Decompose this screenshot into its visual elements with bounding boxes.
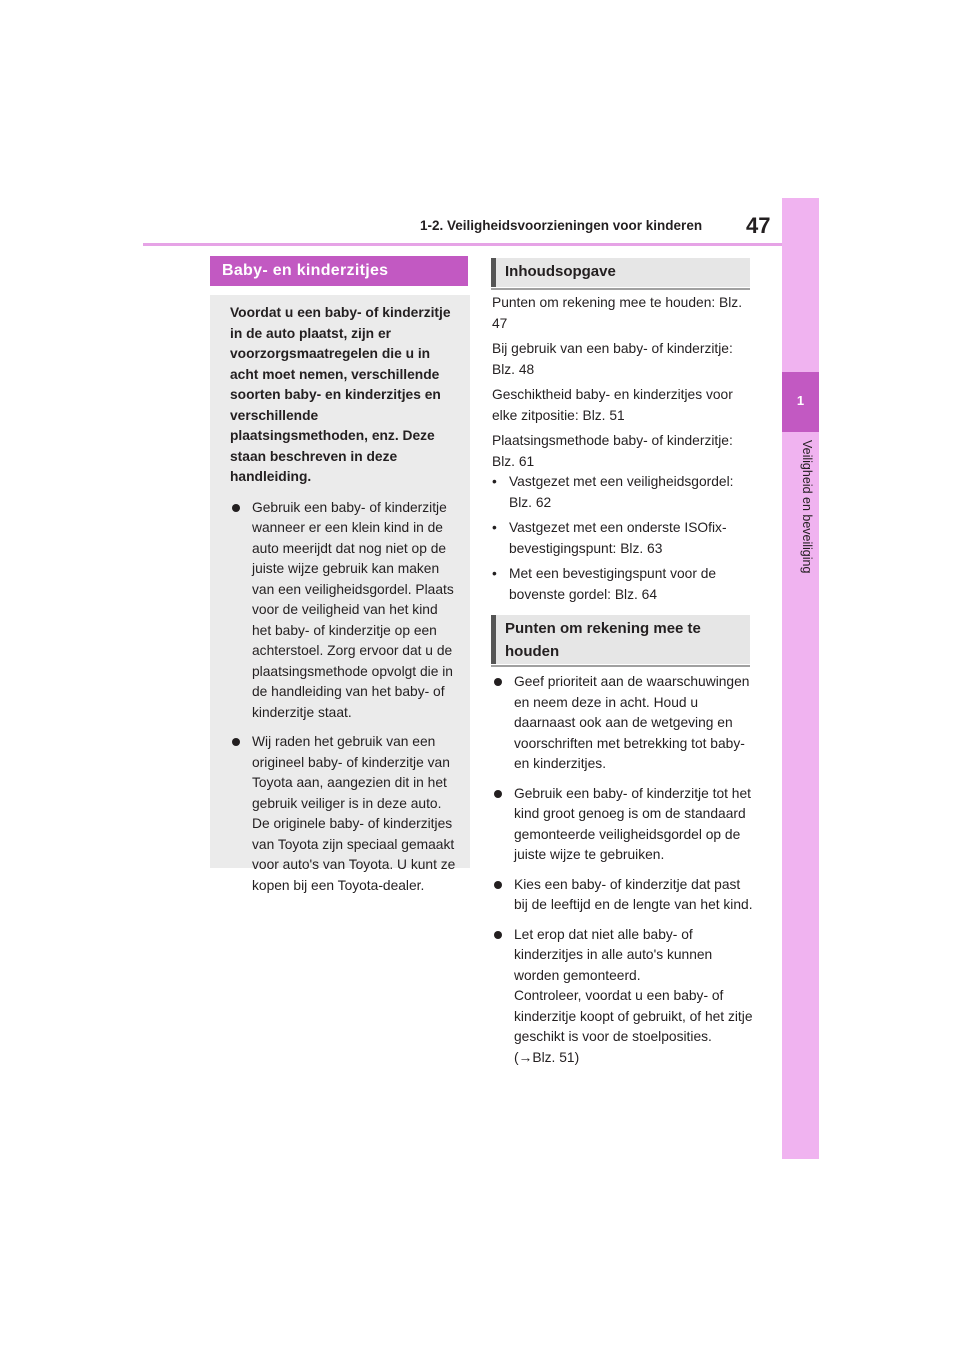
bullet-icon <box>232 738 240 746</box>
points-heading <box>491 615 750 664</box>
section-title: 1-2. Veiligheidsvoorzieningen voor kinderen <box>420 218 703 233</box>
sub-bullet-icon: • <box>492 474 497 489</box>
toc-list <box>492 293 754 610</box>
toc-entry: Plaatsingsmethode baby- of kinderzitje: Blz. 61 <box>492 433 733 469</box>
bullet-icon <box>494 678 502 686</box>
list-item <box>492 925 754 1069</box>
bullet-icon <box>232 504 240 512</box>
toc-entry: Punten om rekening mee te houden: Blz. 47 <box>492 295 743 331</box>
bullet-icon <box>494 790 502 798</box>
list-item-text: Geef prioriteit aan de waarschuwingen en neem deze in acht. Houd u daarnaast ook aan de wetgeving en voorschriften met betrekking tot baby- en kinderzitjes. <box>514 674 750 771</box>
child-seats-box <box>210 295 470 893</box>
toc-entry: Geschiktheid baby- en kinderzitjes voor elke zitpositie: Blz. 51 <box>492 387 733 423</box>
toc-sub-entry-text: Met een bevestigingspunt voor de bovenste gordel: Blz. 64 <box>509 566 717 602</box>
list-item-text-continued: Controleer, voordat u een baby- of kinderzitje koopt of gebruikt, of het zitje geschikt is voor de stoelposities. (→Blz. 51) <box>514 988 753 1065</box>
list-item <box>230 732 456 896</box>
list-item <box>230 498 456 724</box>
child-seats-heading: Baby- en kinderzitjes <box>210 256 468 286</box>
list-item-text: Wij raden het gebruik van een origineel baby- of kinderzitje van Toyota aan, aangezien dit in het gebruik veiliger is in deze auto. De originele baby- of kinderzitjes van Toyota zijn speciaal gemaakt voor auto's van Toyota. U kunt ze kopen bij een Toyota-dealer. <box>252 734 456 893</box>
toc-heading-text: Inhoudsopgave <box>505 263 616 280</box>
list-item-text: Let erop dat niet alle baby- of kinderzitjes in alle auto's kunnen worden gemonteerd. <box>514 926 713 983</box>
bullet-icon <box>494 881 502 889</box>
chapter-number: 1 <box>796 393 805 408</box>
list-item-text: Gebruik een baby- of kinderzitje tot het kind groot genoeg is om de standaard gemonteerde veiligheidsgordel op de juiste wijze te gebruiken. <box>514 785 751 862</box>
header-divider <box>143 243 783 246</box>
child-seats-intro: Voordat u een baby- of kinderzitje in de auto plaatst, zijn er voorzorgsmaatregelen die u in acht moet nemen, verschillende soorten baby- en kinderzitjes en verschillende plaatsingsmethoden, enz. Deze staan beschreven in deze handleiding. <box>230 305 451 484</box>
list-item-text: Kies een baby- of kinderzitje dat past bij de leeftijd en de lengte van het kind. <box>514 876 753 912</box>
chapter-label: Veiligheid en beveiliging <box>800 440 814 574</box>
list-item-text: Gebruik een baby- of kinderzitje wanneer er een klein kind in de auto meerijdt dat nog niet op de juiste wijze gebruik kan maken van een veiligheidsgordel. Plaats voor de veiligheid van het kind het baby- of kinderzitje op een achterstoel. Zorg ervoor dat u de plaatsingsmethode opvolgt die in de handleiding van het baby- of kinderzitje staat. <box>252 499 454 720</box>
toc-heading <box>491 258 750 287</box>
chapter-side-tab <box>782 198 819 1159</box>
toc-sub-entry <box>492 564 754 605</box>
list-item <box>492 672 754 775</box>
points-heading-text: Punten om rekening mee te houden <box>505 620 701 660</box>
sub-bullet-icon: • <box>492 520 497 535</box>
toc-sub-entry <box>492 518 754 559</box>
heading-underline <box>491 665 750 667</box>
list-item <box>492 784 754 866</box>
toc-entry: Bij gebruik van een baby- of kinderzitje: Blz. 48 <box>492 341 733 377</box>
bullet-icon <box>494 931 502 939</box>
toc-sub-entry-text: Vastgezet met een onderste ISOfix-bevestigingspunt: Blz. 63 <box>509 520 727 556</box>
sub-bullet-icon: • <box>492 566 497 581</box>
toc-sub-entry-text: Vastgezet met een veiligheidsgordel: Blz. 62 <box>509 474 734 510</box>
page-number: 47 <box>746 213 771 238</box>
heading-underline <box>491 288 750 290</box>
list-item <box>492 875 754 916</box>
toc-sub-entry <box>492 472 754 513</box>
points-list <box>492 672 754 1077</box>
